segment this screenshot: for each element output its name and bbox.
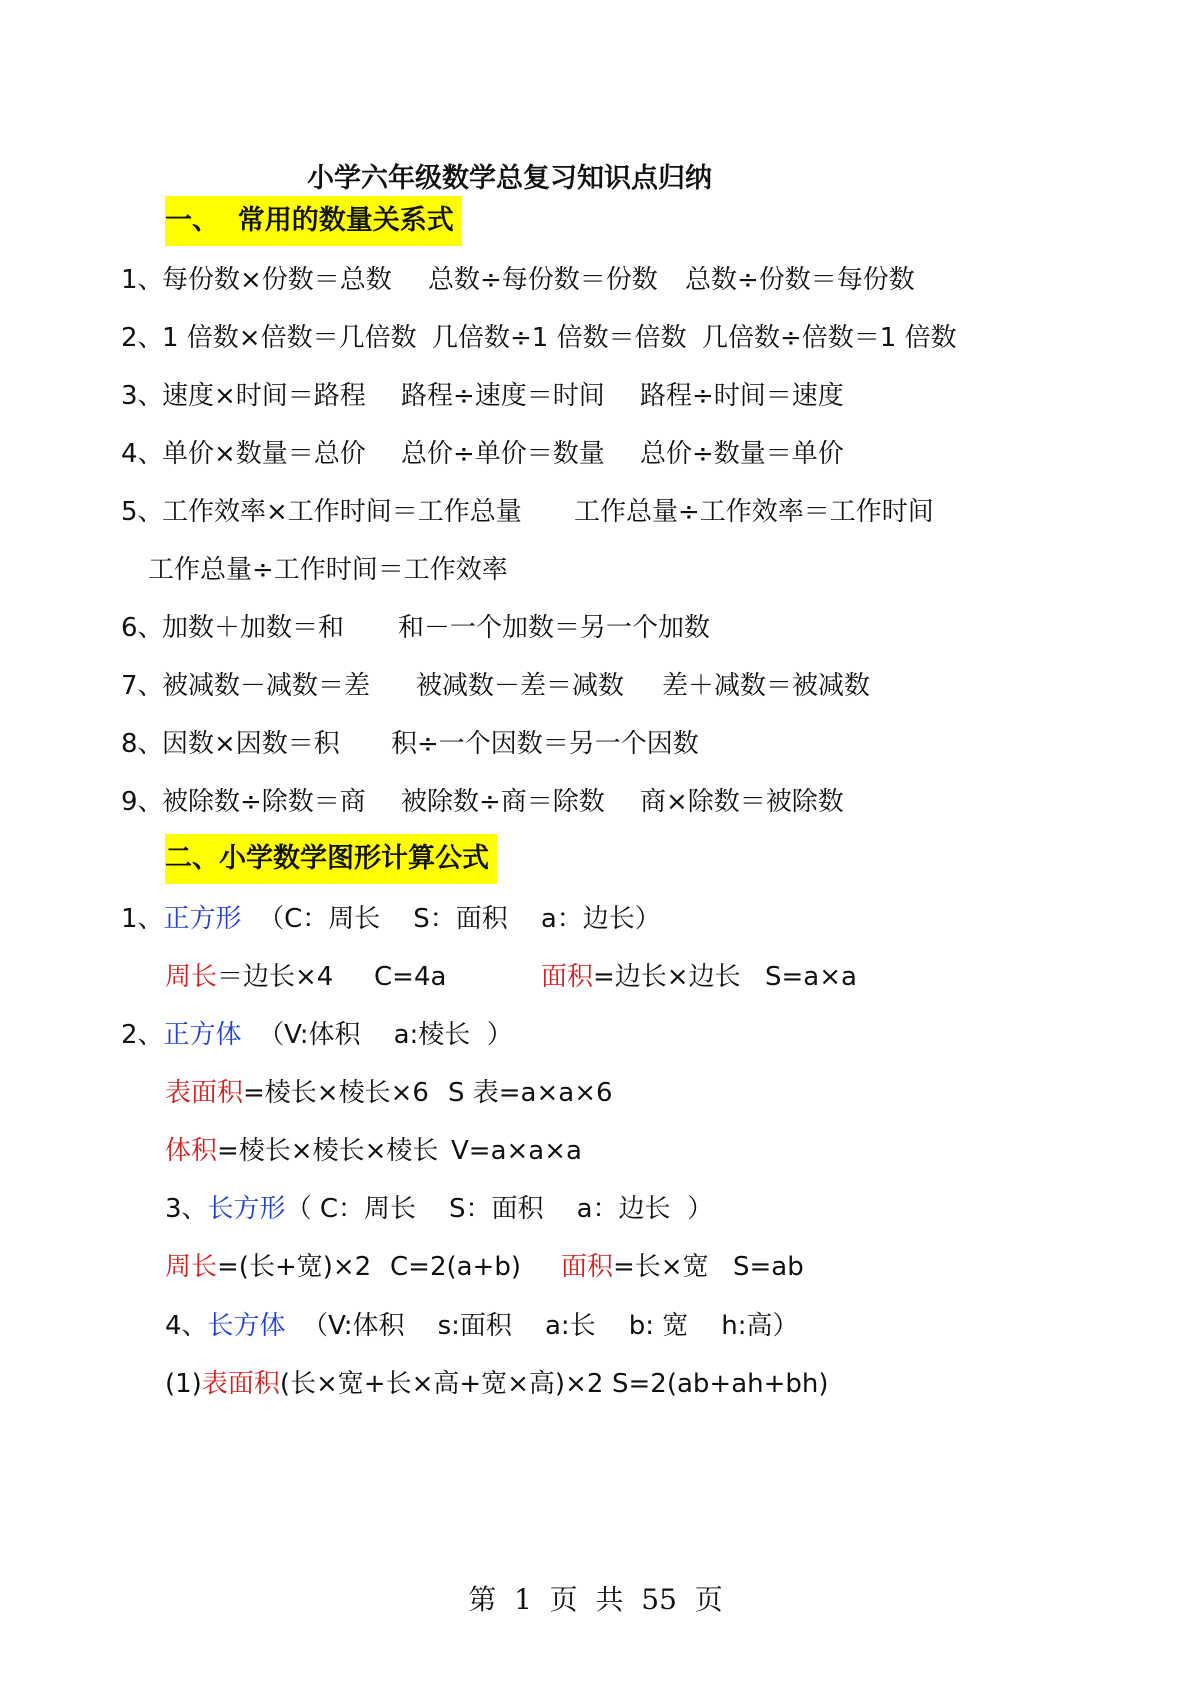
- area-label: 面积: [561, 1252, 614, 1282]
- surface-label: 表面积: [165, 1078, 244, 1108]
- perimeter-formula: ＝边长×4: [217, 962, 334, 992]
- relation-formula: 几倍数÷倍数＝1 倍数: [702, 323, 957, 353]
- volume-formula: =棱长×棱长×棱长: [217, 1136, 439, 1166]
- relation-formula: 工作总量÷工作效率＝工作时间: [574, 497, 934, 527]
- cuboid-surface-symbol: S=2(ab+ah+bh): [612, 1369, 829, 1399]
- cube-legend: （V:体积 a:棱长 ）: [258, 1020, 513, 1050]
- cuboid-surface: [165, 1366, 603, 1402]
- relation-number: 8、: [121, 729, 164, 759]
- cuboid-legend: （V:体积 s:面积 a:长 b: 宽 h:高）: [302, 1311, 799, 1341]
- relation-number: 9、: [121, 787, 164, 817]
- area-formula: =长×宽: [613, 1252, 709, 1282]
- rectangle-area-symbol: S=ab: [733, 1252, 804, 1282]
- item-number: 2、: [121, 1020, 164, 1050]
- section-heading-1: 一、 常用的数量关系式: [165, 196, 462, 246]
- item-prefix: (1): [165, 1369, 202, 1399]
- relation-number: 4、: [121, 439, 164, 469]
- square-perimeter-symbol: C=4a: [374, 962, 447, 992]
- relation-formula: 和－一个加数＝另一个加数: [398, 613, 711, 643]
- perimeter-label: 周长: [165, 1252, 218, 1282]
- rectangle-header: [165, 1191, 713, 1227]
- relation-number: 2、: [121, 323, 164, 353]
- page-footer: 第 1 页 共 55 页: [468, 1583, 723, 1616]
- relation-number: 6、: [121, 613, 164, 643]
- area-label: 面积: [541, 962, 594, 992]
- surface-label: 表面积: [201, 1369, 280, 1399]
- relation-number: 3、: [121, 381, 164, 411]
- rectangle-name: 长方形: [207, 1194, 286, 1224]
- volume-label: 体积: [165, 1136, 218, 1166]
- relation-formula: 路程÷速度＝时间: [401, 381, 605, 411]
- rectangle-perimeter: [165, 1249, 371, 1285]
- cube-header: [121, 1017, 513, 1053]
- cuboid-header: [165, 1308, 799, 1344]
- relation-formula: 被除数÷商＝除数: [401, 787, 605, 817]
- square-legend: （C：周长 S：面积 a：边长）: [258, 904, 661, 934]
- item-number: 1、: [121, 904, 164, 934]
- perimeter-formula: =(长+宽)×2: [217, 1252, 372, 1282]
- relation-formula: 路程÷时间＝速度: [640, 381, 844, 411]
- relation-formula: 工作总量÷工作时间＝工作效率: [148, 555, 508, 585]
- square-header: [121, 901, 661, 937]
- area-formula: =边长×边长: [593, 962, 741, 992]
- relation-number: 7、: [121, 671, 164, 701]
- relation-formula: 被减数－减数＝差: [162, 671, 371, 701]
- relation-formula: 总价÷单价＝数量: [401, 439, 605, 469]
- item-number: 4、: [165, 1311, 208, 1341]
- relation-formula: 速度×时间＝路程: [162, 381, 366, 411]
- square-area-symbol: S=a×a: [765, 962, 857, 992]
- item-number: 3、: [165, 1194, 208, 1224]
- square-perimeter: [165, 959, 333, 995]
- relation-formula: 几倍数÷1 倍数＝倍数: [432, 323, 687, 353]
- square-name: 正方形: [163, 904, 242, 934]
- page-title: 小学六年级数学总复习知识点归纳: [307, 163, 712, 194]
- relation-formula: 被除数÷除数＝商: [162, 787, 366, 817]
- cube-surface: [165, 1075, 429, 1111]
- section-heading-2: 二、小学数学图形计算公式: [165, 834, 497, 884]
- relation-formula: 商×除数＝被除数: [640, 787, 844, 817]
- relation-formula: 每份数×份数＝总数: [162, 265, 392, 295]
- relation-formula: 被减数－差＝减数: [416, 671, 625, 701]
- relation-formula: 总数÷每份数＝份数: [428, 265, 658, 295]
- relation-formula: 积÷一个因数＝另一个因数: [391, 729, 699, 759]
- square-area: [541, 959, 741, 995]
- relation-formula: 总价÷数量＝单价: [640, 439, 844, 469]
- relation-formula: 差＋减数＝被减数: [662, 671, 871, 701]
- relation-formula: 总数÷份数＝每份数: [685, 265, 915, 295]
- cube-surface-symbol: S 表=a×a×6: [448, 1078, 613, 1108]
- relation-formula: 1 倍数×倍数＝几倍数: [162, 323, 417, 353]
- cuboid-name: 长方体: [207, 1311, 286, 1341]
- rectangle-area: [561, 1249, 709, 1285]
- relation-formula: 单价×数量＝总价: [162, 439, 366, 469]
- rectangle-perimeter-symbol: C=2(a+b): [390, 1252, 521, 1282]
- surface-formula: (长×宽+长×高+宽×高)×2: [279, 1369, 604, 1399]
- cube-volume: [165, 1133, 438, 1169]
- cube-volume-symbol: V=a×a×a: [451, 1136, 582, 1166]
- relation-formula: 加数＋加数＝和: [162, 613, 345, 643]
- relation-number: 1、: [121, 265, 164, 295]
- surface-formula: =棱长×棱长×6: [243, 1078, 429, 1108]
- perimeter-label: 周长: [165, 962, 218, 992]
- relation-formula: 因数×因数＝积: [162, 729, 340, 759]
- cube-name: 正方体: [163, 1020, 242, 1050]
- relation-number: 5、: [121, 497, 164, 527]
- relation-formula: 工作效率×工作时间＝工作总量: [162, 497, 522, 527]
- rectangle-legend: （ C：周长 S：面积 a：边长 ）: [285, 1194, 714, 1224]
